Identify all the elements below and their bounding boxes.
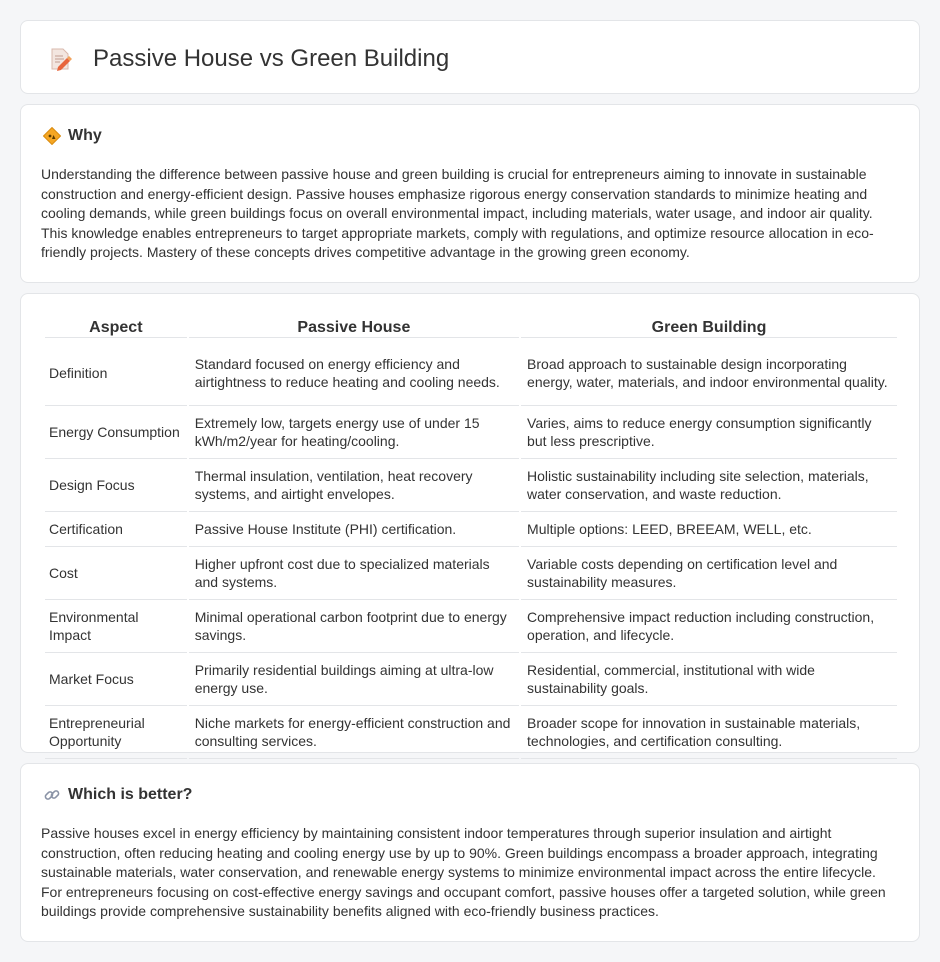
document-pencil-icon <box>47 46 73 72</box>
table-row <box>45 706 897 759</box>
passive-house-cell: Thermal insulation, ventilation, heat recovery systems, and airtight envelopes. <box>189 459 519 512</box>
green-building-cell: Varies, aims to reduce energy consumption significantly but less prescriptive. <box>521 406 897 459</box>
aspect-cell: Design Focus <box>45 459 187 512</box>
aspect-cell: Entrepreneurial Opportunity <box>45 706 187 759</box>
passive-house-cell: Primarily residential buildings aiming at ultra-low energy use. <box>189 653 519 706</box>
aspect-cell: Definition <box>45 338 187 406</box>
green-building-cell: Variable costs depending on certification level and sustainability measures. <box>521 547 897 600</box>
table-header-row <box>45 316 897 338</box>
why-title: Why <box>68 127 102 144</box>
which-is-better-text: Passive houses excel in energy efficiency by maintaining consistent indoor temperatures through superior insulation and airtight construction, often reducing heating and cooling energy use by up to 90%. Green buildings encompass a broader approach, integrating sustainable materials, water conservation, and renewable energy systems to minimize environmental impact across the entire lifecycle. For entrepreneurs focusing on cost-effective energy savings and occupant comfort, passive houses offer a targeted solution, while green buildings provide comprehensive sustainability benefits aligned with eco-friendly business practices. <box>41 825 886 920</box>
green-building-cell: Multiple options: LEED, BREEAM, WELL, etc. <box>521 512 897 547</box>
table-row <box>45 653 897 706</box>
table-row <box>45 512 897 547</box>
aspect-cell: Environmental Impact <box>45 600 187 653</box>
header-passive-house: Passive House <box>189 316 519 338</box>
green-building-cell: Broader scope for innovation in sustainable materials, technologies, and certification consulting. <box>521 706 897 759</box>
which-is-better-title: Which is better? <box>68 786 193 803</box>
green-building-cell: Comprehensive impact reduction including construction, operation, and lifecycle. <box>521 600 897 653</box>
green-building-cell: Holistic sustainability including site selection, materials, water conservation, and waste reduction. <box>521 459 897 512</box>
which-is-better-section <box>20 763 920 942</box>
why-text: Understanding the difference between passive house and green building is crucial for entrepreneurs aiming to innovate in sustainable construction and energy-efficient design. Passive houses emphasize rigorous energy conservation standards to minimize heating and cooling demands, while green buildings focus on overall environmental impact, including materials, water usage, and indoor air quality. This knowledge enables entrepreneurs to target appropriate markets, comply with regulations, and optimize resource allocation in eco-friendly projects. Mastery of these concepts drives competitive advantage in the growing green economy. <box>41 166 874 261</box>
table-row <box>45 547 897 600</box>
link-icon <box>43 786 61 804</box>
table-row <box>45 600 897 653</box>
aspect-cell: Market Focus <box>45 653 187 706</box>
header-green-building: Green Building <box>521 316 897 338</box>
passive-house-cell: Higher upfront cost due to specialized materials and systems. <box>189 547 519 600</box>
green-building-cell: Broad approach to sustainable design incorporating energy, water, materials, and indoor environmental quality. <box>521 338 897 406</box>
passive-house-cell: Minimal operational carbon footprint due to energy savings. <box>189 600 519 653</box>
passive-house-cell: Standard focused on energy efficiency and airtightness to reduce heating and cooling needs. <box>189 338 519 406</box>
aspect-cell: Certification <box>45 512 187 547</box>
passive-house-cell: Passive House Institute (PHI) certification. <box>189 512 519 547</box>
aspect-cell: Energy Consumption <box>45 406 187 459</box>
header-aspect: Aspect <box>45 316 187 338</box>
table-row <box>45 406 897 459</box>
table-row <box>45 459 897 512</box>
table-row <box>45 338 897 406</box>
comparison-table <box>43 316 899 759</box>
page-title: Passive House vs Green Building <box>93 45 450 72</box>
construction-sign-icon <box>43 127 61 145</box>
why-section <box>20 104 920 283</box>
passive-house-cell: Extremely low, targets energy use of under 15 kWh/m2/year for heating/cooling. <box>189 406 519 459</box>
passive-house-cell: Niche markets for energy-efficient construction and consulting services. <box>189 706 519 759</box>
aspect-cell: Cost <box>45 547 187 600</box>
header-card <box>20 20 920 94</box>
green-building-cell: Residential, commercial, institutional with wide sustainability goals. <box>521 653 897 706</box>
comparison-table-card <box>20 293 920 753</box>
